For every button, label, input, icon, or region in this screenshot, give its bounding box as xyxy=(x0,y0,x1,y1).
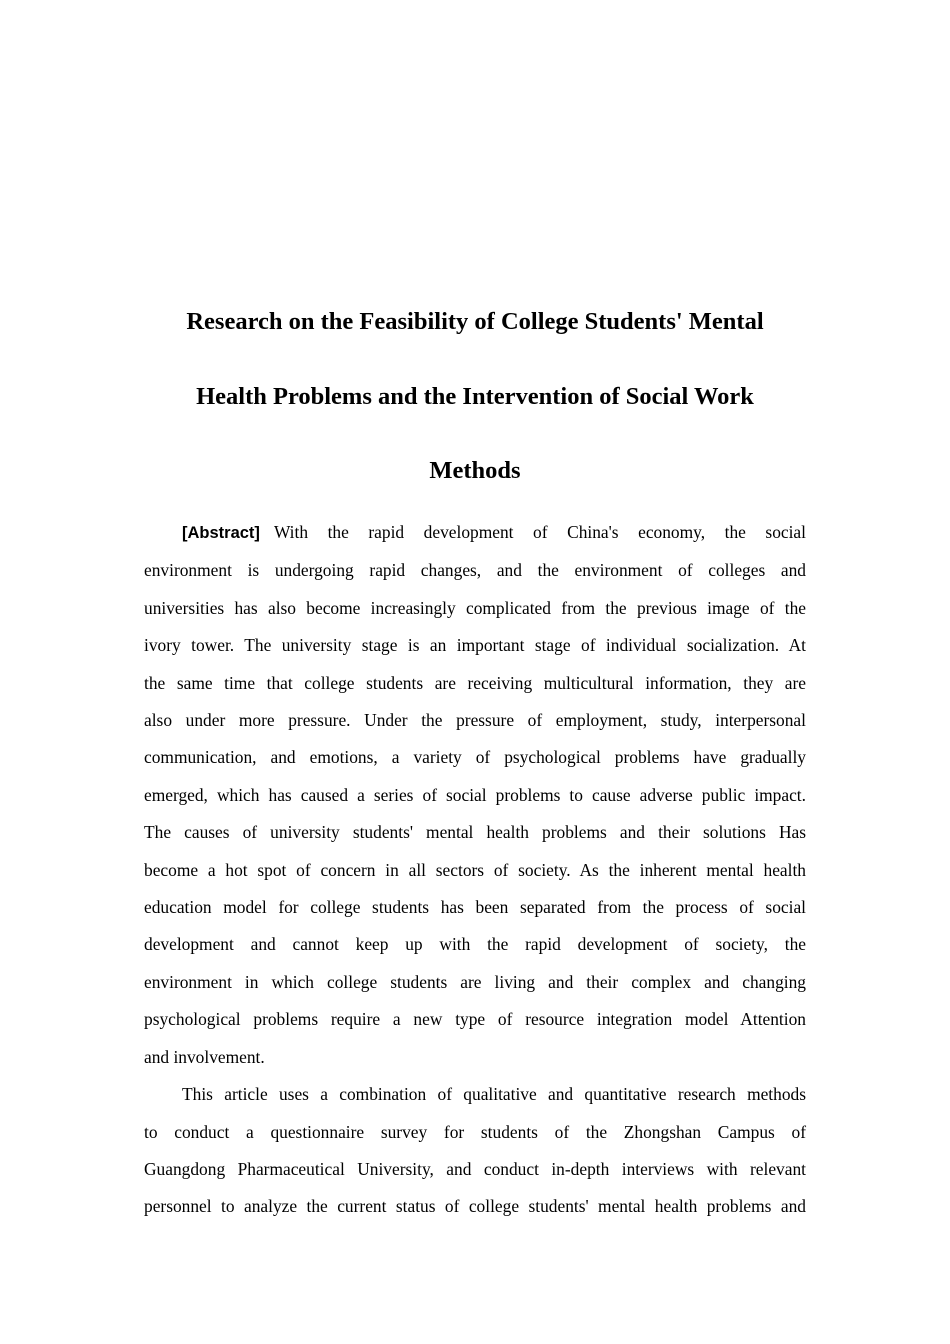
text-line: ivory tower. The university stage is an important stage of individual socialization. At xyxy=(144,635,806,656)
abstract-paragraph xyxy=(144,514,806,1076)
text-line: psychological problems require a new type of resource integration model Attention xyxy=(144,1009,806,1030)
text-line: personnel to analyze the current status of college students' mental health problems and xyxy=(144,1196,806,1217)
text-line: This article uses a combination of qualitative and quantitative research methods xyxy=(182,1084,806,1105)
text-line: The causes of university students' mental health problems and their solutions Has xyxy=(144,822,806,843)
title-line: Research on the Feasibility of College Students' Mental xyxy=(186,308,764,335)
text-line: education model for college students has been separated from the process of social xyxy=(144,897,806,918)
text-line: environment is undergoing rapid changes, and the environment of colleges and xyxy=(144,560,806,581)
text-line: development and cannot keep up with the rapid development of society, the xyxy=(144,934,806,955)
abstract-section xyxy=(144,514,806,1226)
title-line: Methods xyxy=(429,457,521,484)
text-line: emerged, which has caused a series of social problems to cause adverse public impact. xyxy=(144,784,806,805)
text-line: communication, and emotions, a variety of psychological problems have gradually xyxy=(144,747,806,768)
text-line: and involvement. xyxy=(144,1046,265,1067)
text-line: become a hot spot of concern in all sectors of society. As the inherent mental health xyxy=(144,859,806,880)
text-line: to conduct a questionnaire survey for students of the Zhongshan Campus of xyxy=(144,1121,806,1142)
text-line: [Abstract] With the rapid development of China's economy, the social xyxy=(182,522,806,542)
title-line: Health Problems and the Intervention of Social Work xyxy=(196,382,754,410)
text-line: universities has also become increasingly complicated from the previous image of the xyxy=(144,597,806,618)
text-line: the same time that college students are receiving multicultural information, they are xyxy=(144,672,806,693)
text-line: also under more pressure. Under the pressure of employment, study, interpersonal xyxy=(144,710,806,731)
text-line: Guangdong Pharmaceutical University, and conduct in-depth interviews with relevant xyxy=(144,1158,806,1179)
body-paragraph xyxy=(144,1076,806,1226)
text-line: environment in which college students are living and their complex and changing xyxy=(144,971,806,992)
paper-title xyxy=(144,285,806,509)
abstract-label: [Abstract] xyxy=(182,524,260,542)
